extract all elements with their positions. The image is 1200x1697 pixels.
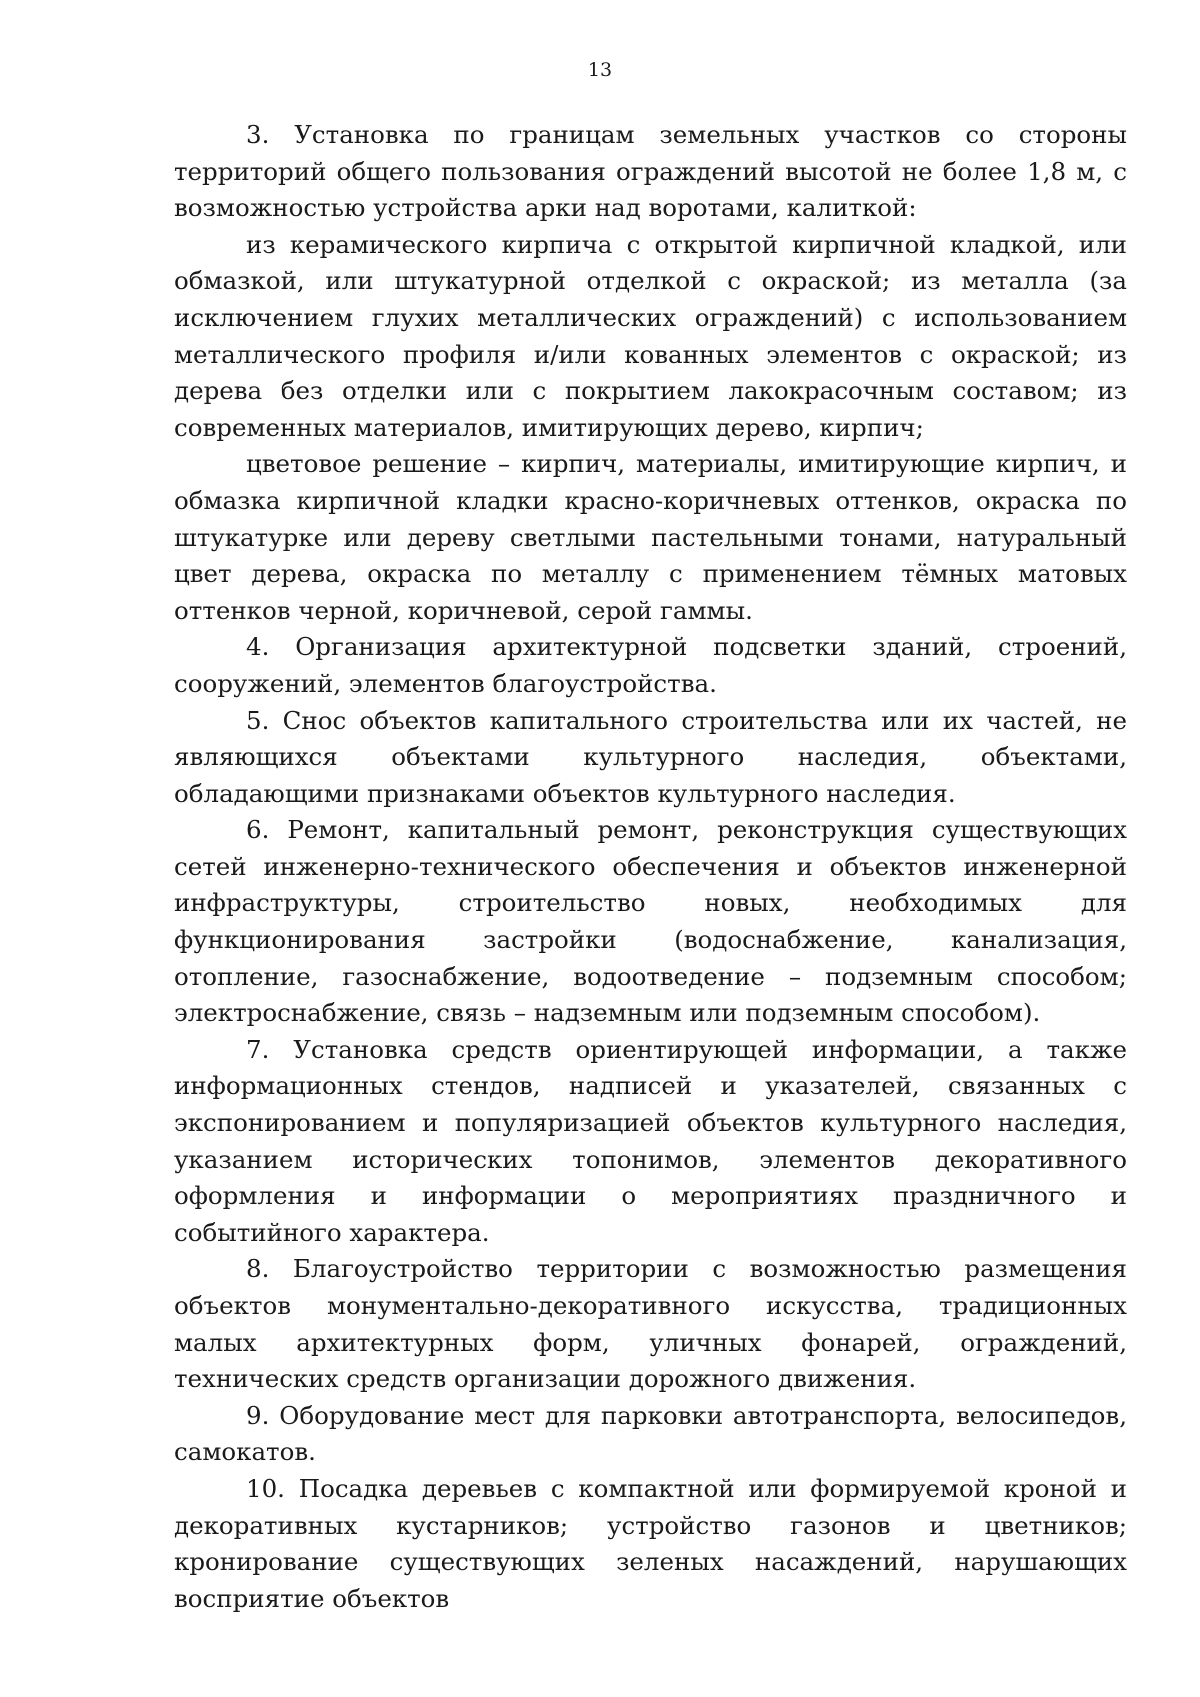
paragraph-item-7: 7. Установка средств ориентирующей информации, а также информационных стендов, надписей и указателей, связанных с экспонированием и популяризацией объектов культурного наследия, указанием исторических топонимов, элементов декоративного оформления и информации о мероприятиях праздничного и событийного характера.: [174, 1034, 1127, 1247]
page-number: 13: [587, 59, 613, 81]
paragraph-item-6: 6. Ремонт, капитальный ремонт, реконструкция существующих сетей инженерно-технического обеспечения и объектов инженерной инфраструктуры, строительство новых, необходимых для функционирования застройки (водоснабжение, канализация, отопление, газоснабжение, водоотведение – подземным способом; электроснабжение, связь – надземным или подземным способом).: [174, 815, 1127, 1028]
paragraph-item-3-color-solution: цветовое решение – кирпич, материалы, имитирующие кирпич, и обмазка кирпичной кладки красно-коричневых оттенков, окраска по штукатурке или дереву светлыми пастельными тонами, натуральный цвет дерева, окраска по металлу с применением тёмных матовых оттенков черной, коричневой, серой гаммы.: [174, 449, 1127, 625]
paragraph-item-3: 3. Установка по границам земельных участков со стороны территорий общего пользования ограждений высотой не более 1,8 м, с возможностью устройства арки над воротами, калиткой:: [174, 120, 1127, 223]
paragraph-item-9: 9. Оборудование мест для парковки автотранспорта, велосипедов, самокатов.: [174, 1400, 1127, 1467]
paragraph-item-8: 8. Благоустройство территории с возможностью размещения объектов монументально-декоративного искусства, традиционных малых архитектурных форм, уличных фонарей, ограждений, технических средств организации дорожного движения.: [174, 1254, 1127, 1394]
paragraph-item-10: 10. Посадка деревьев с компактной или формируемой кроной и декоративных кустарников; устройство газонов и цветников; кронирование существующих зеленых насаждений, нарушающих восприятие объектов: [174, 1473, 1127, 1613]
paragraph-item-3-materials: из керамического кирпича с открытой кирпичной кладкой, или обмазкой, или штукатурной отделкой с окраской; из металла (за исключением глухих металлических ограждений) с использованием металлического профиля и/или кованных элементов с окраской; из дерева без отделки или с покрытием лакокрасочным составом; из современных материалов, имитирующих дерево, кирпич;: [174, 229, 1127, 442]
document-body: [174, 117, 1127, 1617]
paragraph-item-5: 5. Снос объектов капитального строительства или их частей, не являющихся объектами культурного наследия, объектами, обладающими признаками объектов культурного наследия.: [174, 705, 1127, 808]
paragraph-item-4: 4. Организация архитектурной подсветки зданий, строений, сооружений, элементов благоустройства.: [174, 632, 1127, 698]
